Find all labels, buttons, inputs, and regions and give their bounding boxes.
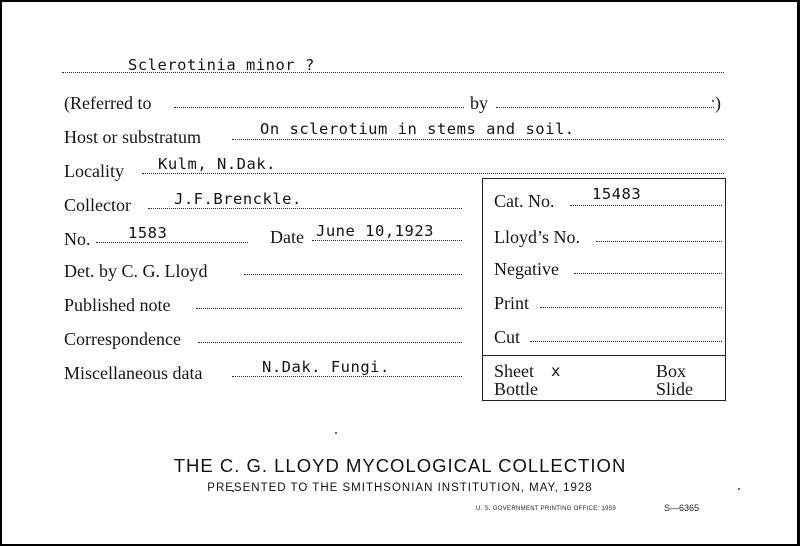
box-top-border xyxy=(482,178,726,179)
slide-label: Slide xyxy=(656,379,694,399)
specimen-name: Sclerotinia minor ? xyxy=(128,56,315,74)
box-bottom-border xyxy=(482,400,726,401)
lloyds-no-label: Lloyd’s No. xyxy=(494,227,581,247)
det-by-label: Det. by C. G. Lloyd xyxy=(64,261,208,281)
misc-data-label: Miscellaneous data xyxy=(64,363,203,383)
locality-label: Locality xyxy=(64,161,124,181)
form-code: S—6365 xyxy=(664,503,700,513)
box-left-border xyxy=(482,178,483,400)
host-line xyxy=(232,139,724,140)
locality-value: Kulm, N.Dak. xyxy=(158,155,276,173)
scan-speck xyxy=(712,100,714,102)
correspondence-label: Correspondence xyxy=(64,329,181,349)
print-label: Print xyxy=(494,293,530,313)
negative-label: Negative xyxy=(494,259,559,279)
referred-close-paren: ) xyxy=(715,93,721,113)
referred-by-line xyxy=(496,107,714,108)
collection-subtitle: PRESENTED TO THE SMITHSONIAN INSTITUTION, MAY, 1928 xyxy=(207,482,593,494)
misc-data-line xyxy=(232,376,462,377)
print-line xyxy=(540,307,722,308)
collector-label: Collector xyxy=(64,195,131,215)
printing-office-note: U. S. GOVERNMENT PRINTING OFFICE: 1959 xyxy=(476,506,616,512)
sheet-mark: x xyxy=(551,362,561,380)
cat-no-line xyxy=(570,205,722,206)
collection-title: THE C. G. LLOYD MYCOLOGICAL COLLECTION xyxy=(173,455,627,476)
sheet-label: Sheet xyxy=(494,361,534,381)
date-label: Date xyxy=(270,227,304,247)
collector-line xyxy=(148,208,462,209)
box-divider xyxy=(482,355,726,356)
cat-no-label: Cat. No. xyxy=(494,191,555,211)
det-by-line xyxy=(244,274,462,275)
cut-label: Cut xyxy=(494,327,521,347)
referred-to-line xyxy=(174,107,464,108)
host-label: Host or substratum xyxy=(64,127,201,147)
date-value: June 10,1923 xyxy=(316,222,434,240)
box-right-border xyxy=(725,178,726,400)
number-line xyxy=(96,242,248,243)
scan-speck xyxy=(335,432,337,434)
referred-by-label: by xyxy=(470,93,488,113)
collector-value: J.F.Brenckle. xyxy=(174,190,302,208)
locality-line xyxy=(142,173,724,174)
lloyds-no-line xyxy=(596,241,722,242)
date-line xyxy=(312,240,462,241)
negative-line xyxy=(574,273,722,274)
cut-line xyxy=(530,341,722,342)
cat-no-value: 15483 xyxy=(592,185,642,203)
misc-data-value: N.Dak. Fungi. xyxy=(262,358,390,376)
published-note-label: Published note xyxy=(64,295,171,315)
scan-edge-top xyxy=(0,0,800,2)
correspondence-line xyxy=(198,342,462,343)
host-value: On sclerotium in stems and soil. xyxy=(260,120,575,138)
number-label: No. xyxy=(64,229,91,249)
published-note-line xyxy=(196,308,462,309)
number-value: 1583 xyxy=(128,224,168,242)
box-label: Box xyxy=(656,361,687,381)
referred-to-label: (Referred to xyxy=(64,93,152,113)
bottle-label: Bottle xyxy=(494,379,538,399)
